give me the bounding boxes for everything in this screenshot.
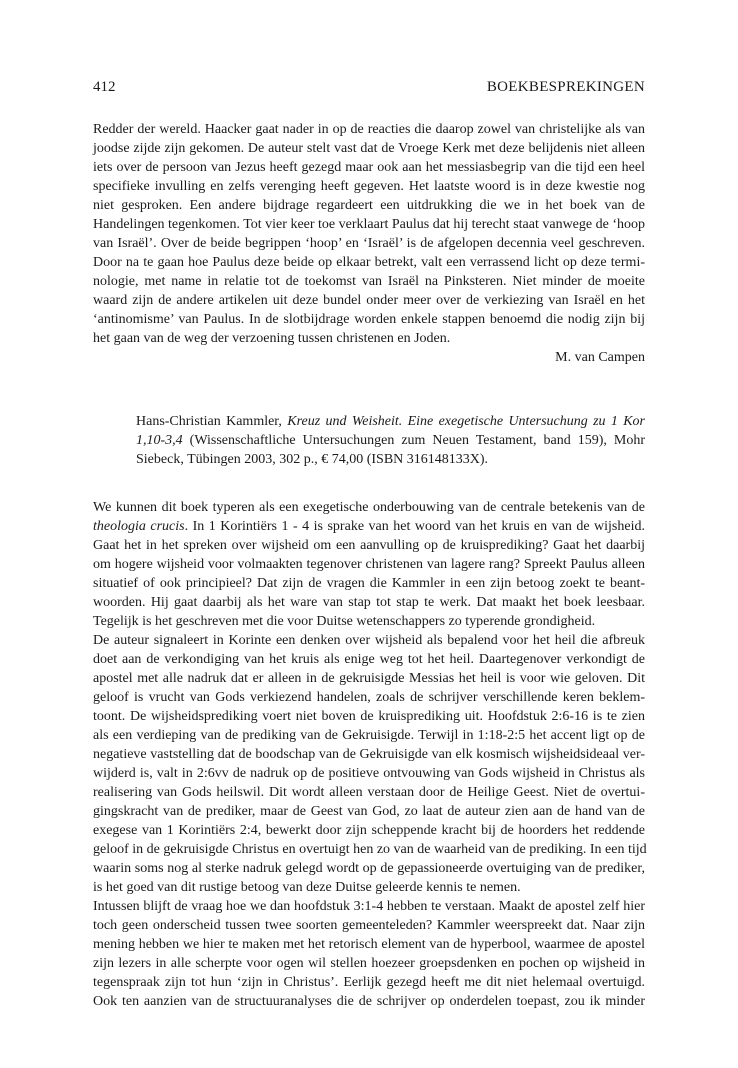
- text-line: gingskracht van de prediker, maar de Geest van God, zo laat de auteur zien aan de hand van de: [93, 804, 645, 819]
- section-spacer: [93, 367, 645, 412]
- text-line: het gaan van de weg der verzoening tussen christenen en Joden.: [93, 331, 451, 346]
- text-line: doet aan de verkondiging van het kruis als enige weg tot het heil. Daartegenover verkondigt de: [93, 652, 645, 667]
- text-line: ‘antinomisme’ van Paulus. In de slotbijdrage worden enkele stappen benoemd die nodig zijn bij: [93, 312, 645, 327]
- text-line: waarin soms nog al sterke nadruk gelegd wordt op de gepassioneerde overtuiging van de prediker,: [93, 861, 645, 876]
- text-line: specifieke invulling en zelfs verenging heeft gegeven. Het laatste woord is in deze kwestie nog: [93, 179, 645, 194]
- text-line: Gaat het in het spreken over wijsheid om een aanvulling op de kruisprediking? Gaat het daarbij: [93, 538, 645, 553]
- review-2-bibliographic-header: [93, 412, 645, 469]
- text-line: Redder der wereld. Haacker gaat nader in op de reacties die daarop zowel van christelijke als van: [93, 122, 645, 137]
- text-line: De auteur signaleert in Korinte een denken over wijsheid als bepalend voor het heil die afbreuk: [93, 633, 645, 648]
- text-line: niet gesproken. Een andere bijdrage regardeert een uitdrukking die we in het boek van de: [93, 198, 645, 213]
- text-line: geloof is vrucht van Gods verkiezend handelen, zoals de schrijver verschillende keren beklem-: [93, 690, 645, 705]
- running-title: BOEKBESPREKINGEN: [486, 79, 645, 95]
- book-title: Kreuz und Weisheit. Eine exegetische Untersuchung zu 1 Kor: [287, 414, 646, 429]
- text-line: iets over de persoon van Jezus heeft gezegd maar ook aan het messiasbegrip van die tijd een heel: [93, 160, 645, 175]
- text-line: zijn lezers in alle scherpte voor ogen wil stellen hoezeer groepsdenken en pochen op wijsheid in: [93, 956, 645, 971]
- text-line: theologia crucis. In 1 Korintiërs 1 - 4 is sprake van het woord van het kruis en van de wijsheid.: [93, 519, 645, 534]
- text-line: als een verdieping van de prediking van de Gekruisigde. Terwijl in 1:18-2:5 het accent ligt op de: [93, 728, 645, 743]
- text-line: Handelingen tegenkomen. Tot vier keer toe verklaart Paulus dat hij terecht staat vanwege de ‘hoop: [93, 217, 645, 232]
- citation-line: [136, 431, 645, 450]
- text-line: nologie, met name in relatie tot de toekomst van Israël na Pinksteren. Niet minder de moeite: [93, 274, 645, 289]
- book-series: (Wissenschaftliche Untersuchungen zum Neuen Testament, band 159), Mohr: [182, 433, 645, 448]
- italic-term: theologia crucis: [93, 519, 185, 534]
- review-1-body: [93, 120, 645, 367]
- book-author: Hans-Christian Kammler,: [136, 414, 288, 429]
- text-line: toont. De wijsheidsprediking voert niet boven de kruisprediking uit. Hoofdstuk 2:6-16 is te zien: [93, 709, 645, 724]
- text-line: geloof in de gekruisigde Christus en overtuigt hen zo van de waarheid van de prediking. In een tijd: [93, 842, 647, 857]
- citation-line: Siebeck, Tübingen 2003, 302 p., € 74,00 (ISBN 316148133X).: [136, 452, 489, 467]
- review-2-body: [93, 498, 645, 1011]
- text-line: exegese van 1 Korintiërs 2:4, bewerkt door zijn scheppende kracht bij de hoorders het reddende: [93, 823, 645, 838]
- reviewer-signature: M. van Campen: [555, 350, 645, 365]
- text-line: situatief of ook principieel? Dat zijn de vragen die Kammler in een zijn betoog zoekt te beant-: [93, 576, 645, 591]
- page-header: [93, 79, 645, 99]
- text-line: Ook ten aanzien van de structuuranalyses die de schrijver op onderdelen toepast, zou ik minder: [93, 994, 645, 1009]
- text-line: toch geen onderscheid tussen twee soorten gemeenteleden? Kammler weerspreekt dat. Naar zijn: [93, 918, 645, 933]
- text-line: apostel met alle nadruk dat er alleen in de gekruisigde Messias het heil is voor wie geloven. Dit: [93, 671, 645, 686]
- text-line: negatieve vaststelling dat de boodschap van de Gekruisigde van elk kosmisch wijsheidsideaal ver-: [93, 747, 645, 762]
- text-line: tegenspraak zijn tot hun ‘zijn in Christus’. Eerlijk gezegd heeft me dit niet helemaal overtuigd.: [93, 975, 645, 990]
- text-line: is het goed van dit rustige betoog van deze Duitse geleerde kennis te nemen.: [93, 880, 521, 895]
- text-line: waard zijn de andere artikelen uit deze bundel onder meer over de verkiezing van Israël en het: [93, 293, 645, 308]
- text-line: Tegelijk is het geschreven met die voor Duitse wetenschappers zo typerende grondigheid.: [93, 614, 596, 629]
- text-line: Intussen blijft de vraag hoe we dan hoofdstuk 3:1-4 hebben te verstaan. Maakt de apostel zelf hier: [93, 899, 645, 914]
- text-line: om hogere wijsheid voor volmaakten tegenover christenen van lagere rang? Spreekt Paulus alleen: [93, 557, 645, 572]
- page-number: 412: [93, 79, 116, 95]
- text-line: woorden. Hij gaat daarbij als het ware van stap tot stap te werk. Dat maakt het boek leesbaar.: [93, 595, 645, 610]
- section-spacer: [93, 469, 645, 498]
- citation-line: [136, 412, 645, 431]
- text-line: mening hebben we hier te maken met het retorisch element van de hyperbool, waarmee de apostel: [93, 937, 645, 952]
- text-line: Door na te gaan hoe Paulus deze beide op elkaar betrekt, valt een verrassend licht op deze termi-: [93, 255, 645, 270]
- text-line: realisering van Gods heilswil. Dit wordt alleen verstaan door de Heilige Geest. Niet de overtui-: [93, 785, 645, 800]
- text-line: We kunnen dit boek typeren als een exegetische onderbouwing van de centrale betekenis van de: [93, 500, 645, 515]
- page-body: [93, 120, 645, 1011]
- text-line: wijderd is, valt in 2:6vv de nadruk op de positieve ontvouwing van Gods wijsheid in Christus als: [93, 766, 645, 781]
- text-line: van Israël’. Over de beide begrippen ‘hoop’ en ‘Israël’ is de afgelopen decennia veel geschreven.: [93, 236, 645, 251]
- book-title-continued: 1,10-3,4: [136, 433, 183, 448]
- text-line: joodse zijde zijn gekomen. De auteur stelt vast dat de Vroege Kerk met deze belijdenis niet alleen: [93, 141, 645, 156]
